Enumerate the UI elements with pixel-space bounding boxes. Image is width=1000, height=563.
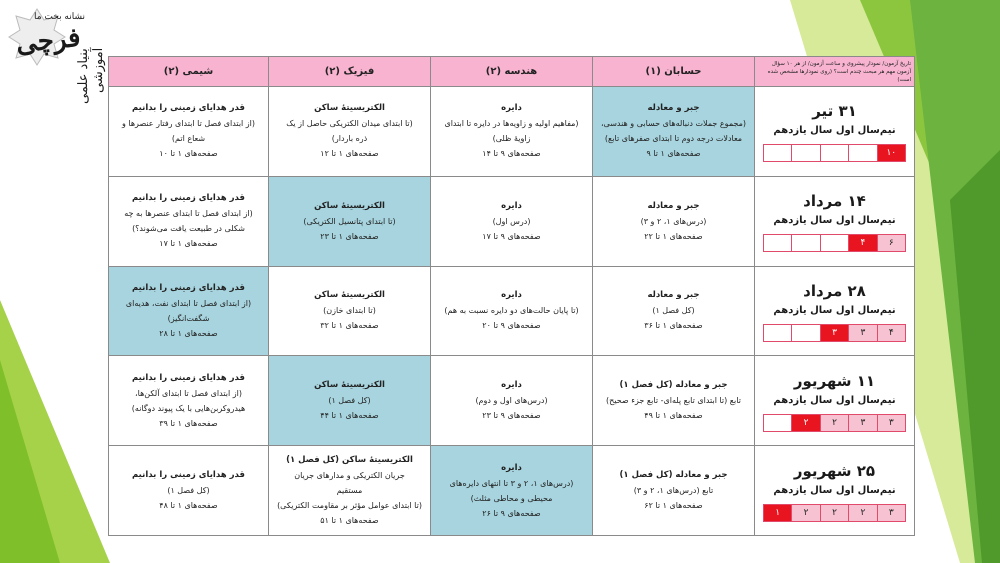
topic-detail: تابع (درس‌های ۱، ۲ و ۳) <box>633 486 714 496</box>
topic-detail: شکلی در طبیعت یافت می‌شوند؟) <box>132 224 245 234</box>
progress-box: ۲ <box>848 505 876 521</box>
topic-detail: (تا ابتدای عوامل مؤثر بر مقاومت الکتریکی) <box>277 501 422 511</box>
progress-box: ۴ <box>848 235 876 251</box>
topic-detail: صفحه‌های ۱ تا ۶۲ <box>644 501 703 511</box>
term-label: نیم‌سال اول سال یازدهم <box>773 304 896 316</box>
topic-detail: هیدروکربن‌هایی با یک پیوند دوگانه) <box>131 403 246 413</box>
header-info: تاریخ آزمون/ نمودار پیشروی و ساعت آزمون/ از هر ۱۰ سؤال آزمون مهم هر مبحث چندم است؟ (روی نمودارها مشخص شده است) <box>755 57 915 87</box>
topic-detail: (از ابتدای فصل تا ابتدای عنصرها به چه <box>124 209 253 219</box>
topic-detail: صفحه‌های ۱ تا ۵۱ <box>320 516 379 526</box>
progress-box <box>764 235 791 251</box>
topic-detail: صفحه‌های ۱ تا ۳۶ <box>644 321 703 331</box>
header-fizik: فیزیک (۲) <box>269 57 431 87</box>
topic-detail: (کل فصل ۱) <box>652 306 695 316</box>
progress-box: ۲ <box>791 415 819 431</box>
date-cell <box>755 446 915 536</box>
topic-detail: صفحه‌های ۱ تا ۲۲ <box>644 231 703 241</box>
topic-detail: (مجموع جملات دنباله‌های حسابی و هندسی، <box>600 119 747 129</box>
exam-schedule-table <box>108 56 915 536</box>
cell-hendese <box>431 266 593 356</box>
topic-title: جبر و معادله <box>647 200 700 211</box>
cell-hesaban <box>593 176 755 266</box>
header-hesaban: حسابان (۱) <box>593 57 755 87</box>
topic-detail: ذره باردار) <box>331 134 368 144</box>
progress-box: ۳ <box>877 415 905 431</box>
progress-box: ۳ <box>848 325 876 341</box>
topic-detail: صفحه‌های ۱ تا ۴۸ <box>159 501 218 511</box>
term-label: نیم‌سال اول سال یازدهم <box>773 484 896 496</box>
progress-box: ۲ <box>791 505 819 521</box>
topic-detail: صفحه‌های ۱ تا ۱۷ <box>159 239 218 249</box>
cell-fizik <box>269 356 431 446</box>
topic-detail: معادلات درجه دوم تا ابتدای صفرهای تابع) <box>604 134 743 144</box>
table-row <box>109 356 915 446</box>
topic-detail: صفحه‌های ۹ تا ۱۴ <box>482 149 541 159</box>
cell-shimi <box>109 176 269 266</box>
topic-detail: (درس‌های ۱، ۲ و ۳ تا انتهای دایره‌های <box>449 478 574 488</box>
topic-title: قدر هدایای زمینی را بدانیم <box>132 103 245 114</box>
progress-chart <box>763 144 906 162</box>
topic-title: دایره <box>501 200 522 211</box>
table-row <box>109 87 915 177</box>
progress-box <box>848 145 876 161</box>
topic-title: جبر و معادله <box>647 290 700 301</box>
cell-shimi <box>109 266 269 356</box>
cell-hesaban <box>593 356 755 446</box>
progress-box: ۱۰ <box>877 145 905 161</box>
exam-date: ۱۴ مرداد <box>803 192 866 211</box>
topic-detail: محیطی و محاطی مثلث) <box>470 493 553 503</box>
topic-title: جبر و معادله <box>647 103 700 114</box>
progress-chart <box>763 504 906 522</box>
progress-chart <box>763 414 906 432</box>
progress-box: ۶ <box>877 235 905 251</box>
exam-date: ۲۸ مرداد <box>803 281 866 300</box>
term-label: نیم‌سال اول سال یازدهم <box>773 394 896 406</box>
topic-detail: شعاع اتم) <box>171 134 206 144</box>
term-label: نیم‌سال اول سال یازدهم <box>773 215 896 227</box>
date-cell <box>755 176 915 266</box>
cell-fizik <box>269 266 431 356</box>
topic-detail: صفحه‌های ۱ تا ۱۲ <box>320 149 379 159</box>
table-row <box>109 176 915 266</box>
exam-date: ۲۵ شهریور <box>793 461 876 480</box>
topic-detail: (کل فصل ۱) <box>167 486 210 496</box>
progress-box: ۴ <box>877 325 905 341</box>
topic-detail: مستقیم <box>336 486 363 496</box>
cell-hesaban <box>593 266 755 356</box>
progress-box: ۳ <box>848 415 876 431</box>
logo-subtitle: بنیاد علمی آموزشی <box>76 48 106 104</box>
date-cell <box>755 266 915 356</box>
topic-detail: شگفت‌انگیز) <box>167 313 210 323</box>
progress-box <box>820 235 848 251</box>
topic-detail: (مفاهیم اولیه و زاویه‌ها در دایره تا ابتدای <box>444 119 579 129</box>
topic-detail: (از ابتدای فصل تا ابتدای نفت، هدیه‌ای <box>125 298 252 308</box>
cell-fizik <box>269 87 431 177</box>
topic-title: جبر و معادله (کل فصل ۱) <box>619 470 728 481</box>
progress-box <box>820 145 848 161</box>
topic-detail: صفحه‌های ۱ تا ۲۳ <box>320 231 379 241</box>
table-header-row <box>109 57 915 87</box>
cell-shimi <box>109 446 269 536</box>
topic-title: الکتریسیتهٔ ساکن <box>314 380 385 391</box>
topic-title: قدر هدایای زمینی را بدانیم <box>132 372 245 383</box>
topic-title: الکتریسیتهٔ ساکن <box>314 103 385 114</box>
table-row <box>109 266 915 356</box>
topic-detail: (تا ابتدای پتانسیل الکتریکی) <box>303 216 396 226</box>
topic-detail: صفحه‌های ۹ تا ۲۳ <box>482 411 541 421</box>
topic-detail: (تا پایان حالت‌های دو دایره نسبت به هم) <box>444 306 579 316</box>
date-cell <box>755 356 915 446</box>
topic-title: الکتریسیتهٔ ساکن (کل فصل ۱) <box>286 455 413 466</box>
date-cell <box>755 87 915 177</box>
topic-detail: صفحه‌های ۱ تا ۱۰ <box>159 149 218 159</box>
progress-box <box>764 415 791 431</box>
topic-detail: (درس‌های ۱، ۲ و ۳) <box>640 216 707 226</box>
topic-detail: (کل فصل ۱) <box>328 396 371 406</box>
topic-detail: (درس‌های اول و دوم) <box>475 396 548 406</box>
topic-detail: صفحه‌های ۹ تا ۲۰ <box>482 321 541 331</box>
cell-hendese <box>431 446 593 536</box>
cell-hendese <box>431 176 593 266</box>
progress-box <box>791 325 819 341</box>
topic-title: دایره <box>501 462 522 473</box>
topic-title: دایره <box>501 380 522 391</box>
cell-shimi <box>109 87 269 177</box>
cell-hesaban <box>593 87 755 177</box>
progress-box: ۳ <box>877 505 905 521</box>
progress-box: ۱ <box>764 505 791 521</box>
progress-chart <box>763 234 906 252</box>
topic-detail: صفحه‌های ۱ تا ۹ <box>646 149 701 159</box>
table-row <box>109 446 915 536</box>
topic-title: قدر هدایای زمینی را بدانیم <box>132 470 245 481</box>
progress-box <box>791 145 819 161</box>
topic-detail: زاویهٔ ظلی) <box>492 134 531 144</box>
exam-date: ۱۱ شهریور <box>793 371 876 390</box>
topic-title: دایره <box>501 103 522 114</box>
topic-detail: صفحه‌های ۱ تا ۲۸ <box>159 328 218 338</box>
topic-detail: جریان الکتریکی و مدارهای جریان <box>294 471 405 481</box>
cell-shimi <box>109 356 269 446</box>
progress-box <box>764 325 791 341</box>
topic-title: قدر هدایای زمینی را بدانیم <box>132 282 245 293</box>
exam-date: ۳۱ تیر <box>812 102 857 121</box>
topic-detail: صفحه‌های ۹ تا ۱۷ <box>482 231 541 241</box>
cell-hendese <box>431 87 593 177</box>
topic-title: جبر و معادله (کل فصل ۱) <box>619 380 728 391</box>
topic-title: قدر هدایای زمینی را بدانیم <box>132 193 245 204</box>
progress-box: ۲ <box>820 505 848 521</box>
topic-detail: صفحه‌های ۹ تا ۲۶ <box>482 508 541 518</box>
progress-box <box>791 235 819 251</box>
topic-title: دایره <box>501 290 522 301</box>
topic-detail: صفحه‌های ۱ تا ۳۹ <box>159 418 218 428</box>
topic-detail: (درس اول) <box>492 216 531 226</box>
logo-tagline: نشانه بخت ما <box>34 12 86 22</box>
topic-title: الکتریسیتهٔ ساکن <box>314 290 385 301</box>
header-shimi: شیمی (۲) <box>109 57 269 87</box>
topic-detail: صفحه‌های ۱ تا ۴۹ <box>644 411 703 421</box>
topic-detail: صفحه‌های ۱ تا ۴۴ <box>320 411 379 421</box>
progress-box: ۳ <box>820 325 848 341</box>
cell-fizik <box>269 446 431 536</box>
topic-detail: صفحه‌های ۱ تا ۳۲ <box>320 321 379 331</box>
progress-box: ۲ <box>820 415 848 431</box>
cell-hendese <box>431 356 593 446</box>
topic-title: الکتریسیتهٔ ساکن <box>314 200 385 211</box>
topic-detail: (از ابتدای فصل تا ابتدای آلکن‌ها، <box>135 388 242 398</box>
progress-box <box>764 145 791 161</box>
topic-detail: (از ابتدای فصل تا ابتدای رفتار عنصرها و <box>121 119 256 129</box>
topic-detail: (تا ابتدای خازن) <box>323 306 376 316</box>
topic-detail: تابع (تا ابتدای تابع پله‌ای- تابع جزء صحیح) <box>606 396 741 406</box>
progress-chart <box>763 324 906 342</box>
topic-detail: (تا ابتدای میدان الکتریکی حاصل از یک <box>286 119 413 129</box>
logo-wordmark: فرچی <box>14 22 82 60</box>
cell-hesaban <box>593 446 755 536</box>
cell-fizik <box>269 176 431 266</box>
header-hendese: هندسه (۲) <box>431 57 593 87</box>
term-label: نیم‌سال اول سال یازدهم <box>773 125 896 137</box>
